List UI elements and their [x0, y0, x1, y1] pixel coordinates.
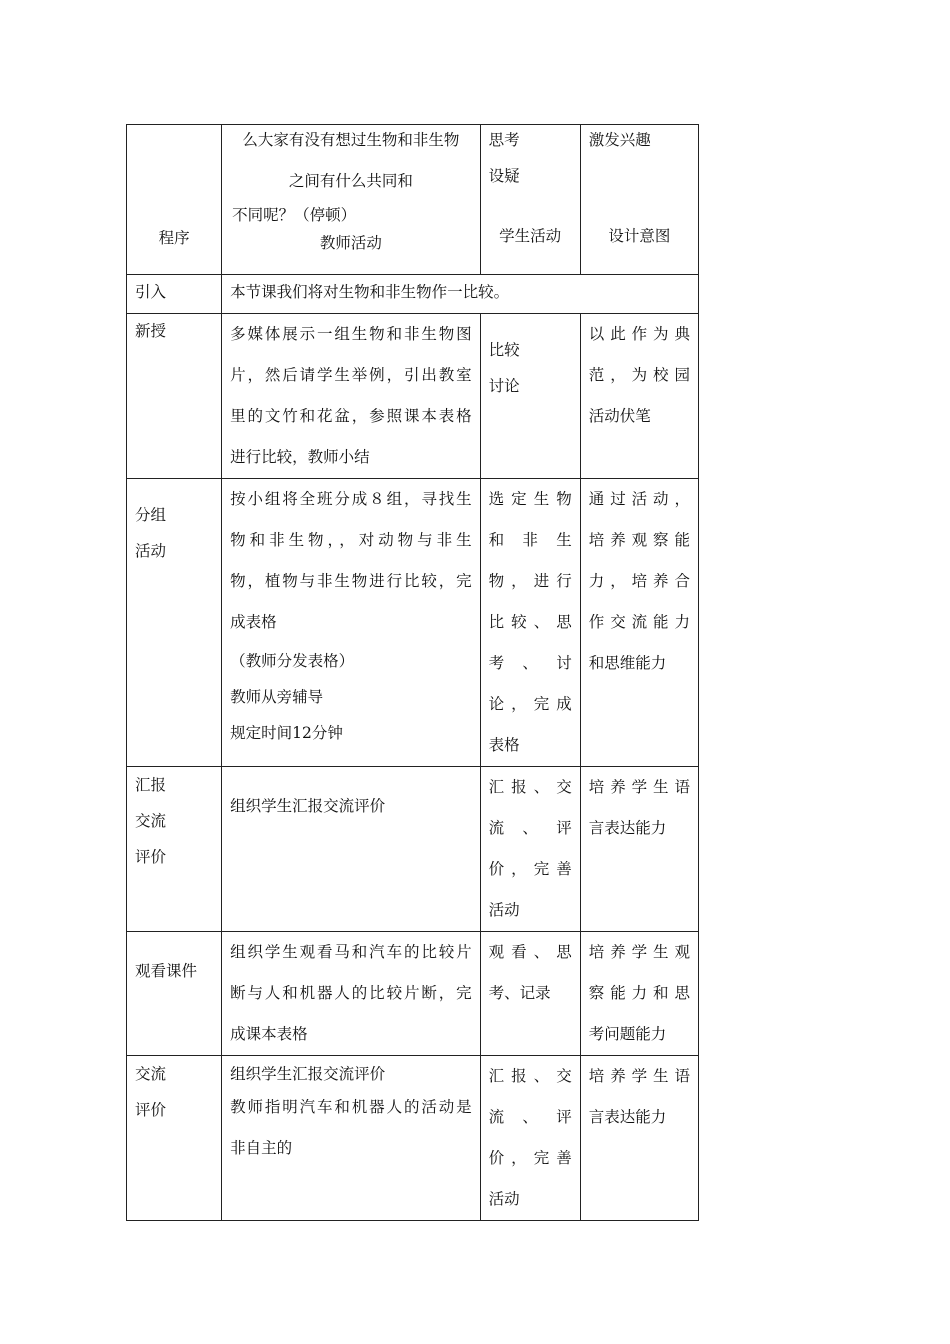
- student-activity-text: 讨论: [488, 377, 520, 395]
- teacher-activity-text: 断与人和机器人的比较片断，完: [230, 984, 472, 1002]
- header-intent-label: 设计意图: [608, 227, 671, 245]
- student-activity-text: 流、评: [488, 819, 572, 837]
- teacher-activity-text: （教师分发表格）: [230, 652, 355, 670]
- table-row: [127, 479, 699, 767]
- student-activity-text: 比较: [488, 341, 520, 359]
- design-intent-cell: [580, 479, 698, 767]
- student-activity-text: 考、讨: [488, 654, 572, 672]
- header-student-cell: [480, 125, 580, 275]
- student-activity-text: 考、记录: [488, 984, 551, 1002]
- design-intent-text: 察能力和思: [588, 984, 690, 1002]
- student-activity-text: 观看、思: [488, 943, 572, 961]
- teacher-activity-text: 进行比较，教师小结: [230, 448, 370, 466]
- design-intent-cell: [580, 767, 698, 932]
- teacher-activity-text: 成课本表格: [230, 1025, 308, 1043]
- header-student-line: 设疑: [488, 167, 520, 185]
- design-intent-text: 通过活动，: [588, 490, 690, 508]
- design-intent-cell: [580, 314, 698, 479]
- design-intent-text: 力，培养合: [588, 572, 690, 590]
- design-intent-text: 培养学生语: [588, 778, 690, 796]
- program-label: 新授: [135, 322, 167, 340]
- teacher-activity-cell: [222, 275, 699, 314]
- student-activity-cell: [480, 1056, 580, 1221]
- teacher-activity-text: 组织学生汇报交流评价: [230, 797, 386, 815]
- student-activity-cell: [480, 479, 580, 767]
- table-row: [127, 314, 699, 479]
- header-teacher-line: 不同呢？（停顿）: [232, 206, 357, 224]
- header-teacher-line: 之间有什么共同和: [288, 172, 413, 190]
- design-intent-text: 言表达能力: [588, 819, 667, 837]
- teacher-activity-text: 成表格: [230, 613, 277, 631]
- program-label: 观看课件: [135, 962, 198, 980]
- teacher-activity-cell: [222, 932, 480, 1056]
- lesson-plan-table: [126, 124, 699, 1221]
- program-label: 分组: [135, 506, 167, 524]
- teacher-activity-text: 组织学生观看马和汽车的比较片: [230, 943, 472, 961]
- teacher-activity-text: 按小组将全班分成８组，寻找生: [230, 490, 472, 508]
- teacher-activity-text: 规定时间12分钟: [230, 724, 343, 742]
- student-activity-text: 活动: [488, 1190, 520, 1208]
- student-activity-text: 流、评: [488, 1108, 572, 1126]
- header-program-label: 程序: [158, 229, 190, 247]
- teacher-activity-text: 多媒体展示一组生物和非生物图: [230, 325, 472, 343]
- teacher-activity-text: 非自主的: [230, 1139, 293, 1157]
- design-intent-cell: [580, 1056, 698, 1221]
- design-intent-text: 范，为校园: [588, 366, 690, 384]
- teacher-activity-cell: [222, 1056, 480, 1221]
- design-intent-text: 活动伏笔: [588, 407, 651, 425]
- teacher-activity-cell: [222, 767, 480, 932]
- teacher-activity-text: 里的文竹和花盆，参照课本表格: [230, 407, 472, 425]
- program-label: 评价: [135, 1101, 167, 1119]
- teacher-activity-text: 物，植物与非生物进行比较，完: [230, 572, 472, 590]
- table-header-row: [127, 125, 699, 275]
- student-activity-text: 比较、思: [488, 613, 572, 631]
- teacher-activity-text: 物和非生物，，对动物与非生: [230, 531, 472, 549]
- teacher-activity-text: 教师从旁辅导: [230, 688, 324, 706]
- program-label: 交流: [135, 1065, 167, 1083]
- student-activity-text: 汇报、交: [488, 1067, 572, 1085]
- program-label: 评价: [135, 848, 167, 866]
- design-intent-text: 培养学生语: [588, 1067, 690, 1085]
- table-row: [127, 932, 699, 1056]
- header-teacher-label: 教师活动: [319, 234, 382, 252]
- design-intent-text: 考问题能力: [588, 1025, 667, 1043]
- program-label: 引入: [135, 283, 167, 301]
- teacher-activity-text: 本节课我们将对生物和非生物作一比较。: [230, 283, 510, 301]
- student-activity-text: 价，完善: [488, 860, 572, 878]
- design-intent-text: 以此作为典: [588, 325, 690, 343]
- student-activity-cell: [480, 314, 580, 479]
- design-intent-text: 言表达能力: [588, 1108, 667, 1126]
- header-teacher-line: 么大家有没有想过生物和非生物: [242, 131, 460, 149]
- program-label: 活动: [135, 542, 167, 560]
- teacher-activity-text: 组织学生汇报交流评价: [230, 1065, 386, 1083]
- student-activity-text: 和非生: [488, 531, 572, 549]
- header-intent-cell: [580, 125, 698, 275]
- student-activity-text: 价，完善: [488, 1149, 572, 1167]
- student-activity-text: 表格: [488, 736, 520, 754]
- student-activity-text: 选定生物: [488, 490, 572, 508]
- student-activity-text: 活动: [488, 901, 520, 919]
- student-activity-cell: [480, 932, 580, 1056]
- design-intent-text: 作交流能力: [588, 613, 690, 631]
- header-teacher-cell: [222, 125, 480, 275]
- teacher-activity-text: 教师指明汽车和机器人的活动是: [230, 1098, 472, 1116]
- program-cell: [127, 932, 222, 1056]
- table-row: [127, 1056, 699, 1221]
- program-label: 交流: [135, 812, 167, 830]
- program-cell: [127, 767, 222, 932]
- program-cell: [127, 275, 222, 314]
- table-row: [127, 275, 699, 314]
- program-label: 汇报: [135, 776, 167, 794]
- header-student-label: 学生活动: [499, 227, 562, 245]
- header-intent-line: 激发兴趣: [588, 131, 651, 149]
- program-cell: [127, 479, 222, 767]
- design-intent-cell: [580, 932, 698, 1056]
- design-intent-text: 培养观察能: [588, 531, 690, 549]
- teacher-activity-text: 片，然后请学生举例，引出教室: [230, 366, 472, 384]
- table-row: [127, 767, 699, 932]
- student-activity-text: 物，进行: [488, 572, 572, 590]
- header-program-cell: [127, 125, 222, 275]
- student-activity-cell: [480, 767, 580, 932]
- student-activity-text: 论，完成: [488, 695, 572, 713]
- teacher-activity-cell: [222, 479, 480, 767]
- teacher-activity-cell: [222, 314, 480, 479]
- header-student-line: 思考: [488, 131, 520, 149]
- program-cell: [127, 1056, 222, 1221]
- design-intent-text: 和思维能力: [588, 654, 667, 672]
- program-cell: [127, 314, 222, 479]
- student-activity-text: 汇报、交: [488, 778, 572, 796]
- design-intent-text: 培养学生观: [588, 943, 690, 961]
